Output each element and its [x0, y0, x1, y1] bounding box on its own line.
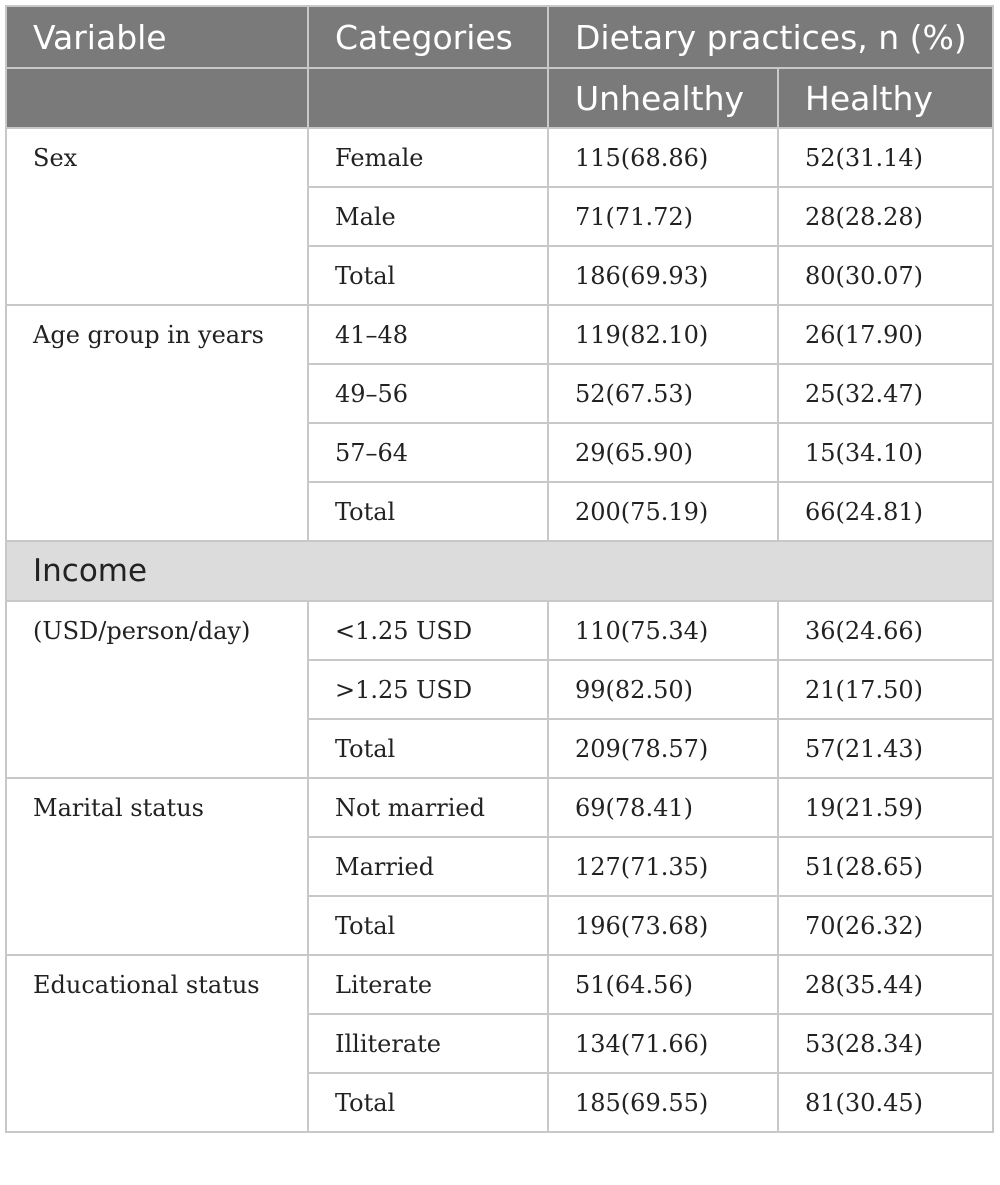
dietary-practices-table: [5, 5, 994, 1133]
category-cell: 49–56: [308, 364, 548, 423]
category-cell: >1.25 USD: [308, 660, 548, 719]
header-unhealthy: Unhealthy: [548, 68, 778, 128]
healthy-cell: 28(28.28): [778, 187, 993, 246]
section-row-income: [6, 541, 993, 601]
unhealthy-cell: 115(68.86): [548, 128, 778, 187]
category-cell: Male: [308, 187, 548, 246]
variable-cell-marital: Marital status: [6, 778, 308, 955]
header-variable: Variable: [6, 6, 308, 68]
unhealthy-cell: 29(65.90): [548, 423, 778, 482]
header-blank-categories: [308, 68, 548, 128]
unhealthy-cell: 134(71.66): [548, 1014, 778, 1073]
unhealthy-cell: 71(71.72): [548, 187, 778, 246]
healthy-cell: 70(26.32): [778, 896, 993, 955]
table-header: [6, 6, 993, 128]
healthy-cell: 36(24.66): [778, 601, 993, 660]
unhealthy-cell: 119(82.10): [548, 305, 778, 364]
healthy-cell: 15(34.10): [778, 423, 993, 482]
header-blank-variable: [6, 68, 308, 128]
category-cell: 57–64: [308, 423, 548, 482]
healthy-cell: 80(30.07): [778, 246, 993, 305]
unhealthy-cell: 51(64.56): [548, 955, 778, 1014]
category-cell: Total: [308, 482, 548, 541]
category-cell: Total: [308, 896, 548, 955]
header-dietary-practices: Dietary practices, n (%): [548, 6, 993, 68]
healthy-cell: 28(35.44): [778, 955, 993, 1014]
table-container: [5, 5, 992, 1177]
category-cell: <1.25 USD: [308, 601, 548, 660]
healthy-cell: 19(21.59): [778, 778, 993, 837]
healthy-cell: 21(17.50): [778, 660, 993, 719]
variable-cell-sex: Sex: [6, 128, 308, 305]
header-row: [6, 6, 993, 68]
unhealthy-cell: 110(75.34): [548, 601, 778, 660]
unhealthy-cell: 99(82.50): [548, 660, 778, 719]
category-cell: Female: [308, 128, 548, 187]
category-cell: Total: [308, 246, 548, 305]
table-body: [6, 128, 993, 1132]
table-row: [6, 128, 993, 187]
healthy-cell: 51(28.65): [778, 837, 993, 896]
section-label-income: Income: [6, 541, 993, 601]
healthy-cell: 66(24.81): [778, 482, 993, 541]
healthy-cell: 25(32.47): [778, 364, 993, 423]
category-cell: Literate: [308, 955, 548, 1014]
healthy-cell: 81(30.45): [778, 1073, 993, 1132]
category-cell: Married: [308, 837, 548, 896]
unhealthy-cell: 185(69.55): [548, 1073, 778, 1132]
table-row: [6, 955, 993, 1014]
unhealthy-cell: 209(78.57): [548, 719, 778, 778]
healthy-cell: 26(17.90): [778, 305, 993, 364]
category-cell: Illiterate: [308, 1014, 548, 1073]
unhealthy-cell: 186(69.93): [548, 246, 778, 305]
category-cell: Not married: [308, 778, 548, 837]
table-row: [6, 305, 993, 364]
variable-cell-income: (USD/person/day): [6, 601, 308, 778]
unhealthy-cell: 69(78.41): [548, 778, 778, 837]
healthy-cell: 53(28.34): [778, 1014, 993, 1073]
unhealthy-cell: 196(73.68): [548, 896, 778, 955]
healthy-cell: 52(31.14): [778, 128, 993, 187]
variable-cell-age: Age group in years: [6, 305, 308, 541]
category-cell: Total: [308, 1073, 548, 1132]
variable-cell-education: Educational status: [6, 955, 308, 1132]
table-row: [6, 778, 993, 837]
table-row: [6, 601, 993, 660]
category-cell: Total: [308, 719, 548, 778]
healthy-cell: 57(21.43): [778, 719, 993, 778]
unhealthy-cell: 127(71.35): [548, 837, 778, 896]
header-categories: Categories: [308, 6, 548, 68]
category-cell: 41–48: [308, 305, 548, 364]
unhealthy-cell: 52(67.53): [548, 364, 778, 423]
unhealthy-cell: 200(75.19): [548, 482, 778, 541]
subheader-row: [6, 68, 993, 128]
header-healthy: Healthy: [778, 68, 993, 128]
